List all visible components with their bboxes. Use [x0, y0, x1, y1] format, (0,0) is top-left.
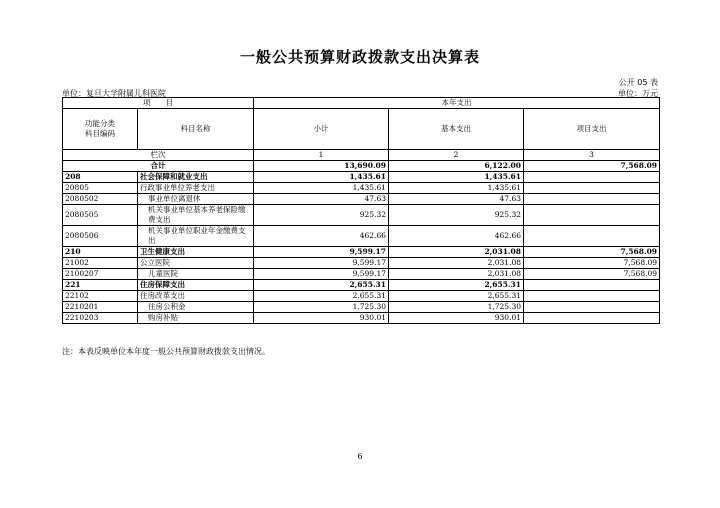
total-label: 合计 [63, 161, 254, 172]
column-index-1: 1 [254, 150, 389, 161]
row-basic: 2,031.08 [389, 269, 524, 280]
table-row [63, 226, 660, 247]
page-number: 6 [357, 452, 363, 461]
row-subtotal: 9,599.17 [254, 247, 389, 258]
row-subtotal: 1,435.61 [254, 172, 389, 183]
row-project: 7,568.09 [524, 269, 660, 280]
header-basic: 基本支出 [389, 109, 524, 150]
row-project [524, 313, 660, 324]
total-basic: 6,122.00 [389, 161, 524, 172]
row-subtotal: 2,655.31 [254, 291, 389, 302]
row-basic: 2,031.08 [389, 247, 524, 258]
table-row [63, 247, 660, 258]
row-name: 住房改革支出 [138, 291, 254, 302]
table-row [63, 313, 660, 324]
row-code: 22102 [63, 291, 138, 302]
row-basic: 2,655.31 [389, 291, 524, 302]
row-code: 208 [63, 172, 138, 183]
row-name: 住房保障支出 [138, 280, 254, 291]
column-index-3: 3 [524, 150, 660, 161]
row-code: 2100207 [63, 269, 138, 280]
row-project [524, 194, 660, 205]
row-subtotal: 462.66 [254, 226, 389, 247]
header-current-expense: 本年支出 [254, 98, 660, 109]
header-name: 科目名称 [138, 109, 254, 150]
unit-name: 单位：复旦大学附属儿科医院 [62, 89, 166, 98]
row-project: 7,568.09 [524, 247, 660, 258]
row-code: 2080506 [63, 226, 138, 247]
row-project [524, 280, 660, 291]
header-code: 功能分类 科目编码 [63, 109, 138, 150]
column-index-label: 栏次 [63, 150, 254, 161]
row-project [524, 226, 660, 247]
header-subtotal: 小计 [254, 109, 389, 150]
table-row [63, 258, 660, 269]
row-code: 2210201 [63, 302, 138, 313]
table-row [63, 280, 660, 291]
page-title: 一般公共预算财政拨款支出决算表 [239, 48, 480, 66]
row-project [524, 205, 660, 226]
row-basic: 1,435.61 [389, 172, 524, 183]
row-code: 2080505 [63, 205, 138, 226]
table-row [63, 194, 660, 205]
row-subtotal: 1,725.30 [254, 302, 389, 313]
header-item: 项 目 [63, 98, 254, 109]
row-basic: 1,725.30 [389, 302, 524, 313]
row-basic: 2,031.08 [389, 258, 524, 269]
row-name: 机关事业单位职业年金缴费支出 [138, 226, 254, 247]
row-name: 公立医院 [138, 258, 254, 269]
row-name: 行政事业单位养老支出 [138, 183, 254, 194]
row-project [524, 172, 660, 183]
row-code: 221 [63, 280, 138, 291]
row-code: 21002 [63, 258, 138, 269]
row-subtotal: 2,655.31 [254, 280, 389, 291]
row-name: 儿童医院 [138, 269, 254, 280]
header-project: 项目支出 [524, 109, 660, 150]
table-note: 注：本表反映单位本年度一般公共预算财政拨款支出情况。 [62, 347, 270, 356]
row-project [524, 302, 660, 313]
table-row [63, 302, 660, 313]
row-code: 210 [63, 247, 138, 258]
row-code: 20805 [63, 183, 138, 194]
row-name: 机关事业单位基本养老保险缴费支出 [138, 205, 254, 226]
row-project: 7,568.09 [524, 258, 660, 269]
row-basic: 47.63 [389, 194, 524, 205]
unit-currency: 单位：万元 [618, 89, 658, 98]
row-basic: 930.01 [389, 313, 524, 324]
row-project [524, 291, 660, 302]
row-subtotal: 9,599.17 [254, 269, 389, 280]
table-row [63, 269, 660, 280]
expenditure-table [62, 97, 660, 324]
table-row [63, 205, 660, 226]
table-row [63, 291, 660, 302]
row-subtotal: 925.32 [254, 205, 389, 226]
total-subtotal: 13,690.09 [254, 161, 389, 172]
form-number: 公开 05 表 [618, 78, 658, 87]
row-subtotal: 930.01 [254, 313, 389, 324]
table-row [63, 172, 660, 183]
table-row [63, 183, 660, 194]
column-index-2: 2 [389, 150, 524, 161]
row-project [524, 183, 660, 194]
row-code: 2210203 [63, 313, 138, 324]
row-subtotal: 47.63 [254, 194, 389, 205]
row-basic: 925.32 [389, 205, 524, 226]
row-name: 卫生健康支出 [138, 247, 254, 258]
row-subtotal: 9,599.17 [254, 258, 389, 269]
row-subtotal: 1,435.61 [254, 183, 389, 194]
row-basic: 462.66 [389, 226, 524, 247]
row-name: 社会保障和就业支出 [138, 172, 254, 183]
row-name: 事业单位离退休 [138, 194, 254, 205]
row-name: 购房补贴 [138, 313, 254, 324]
total-project: 7,568.09 [524, 161, 660, 172]
row-code: 2080502 [63, 194, 138, 205]
row-basic: 2,655.31 [389, 280, 524, 291]
row-name: 住房公积金 [138, 302, 254, 313]
row-basic: 1,435.61 [389, 183, 524, 194]
